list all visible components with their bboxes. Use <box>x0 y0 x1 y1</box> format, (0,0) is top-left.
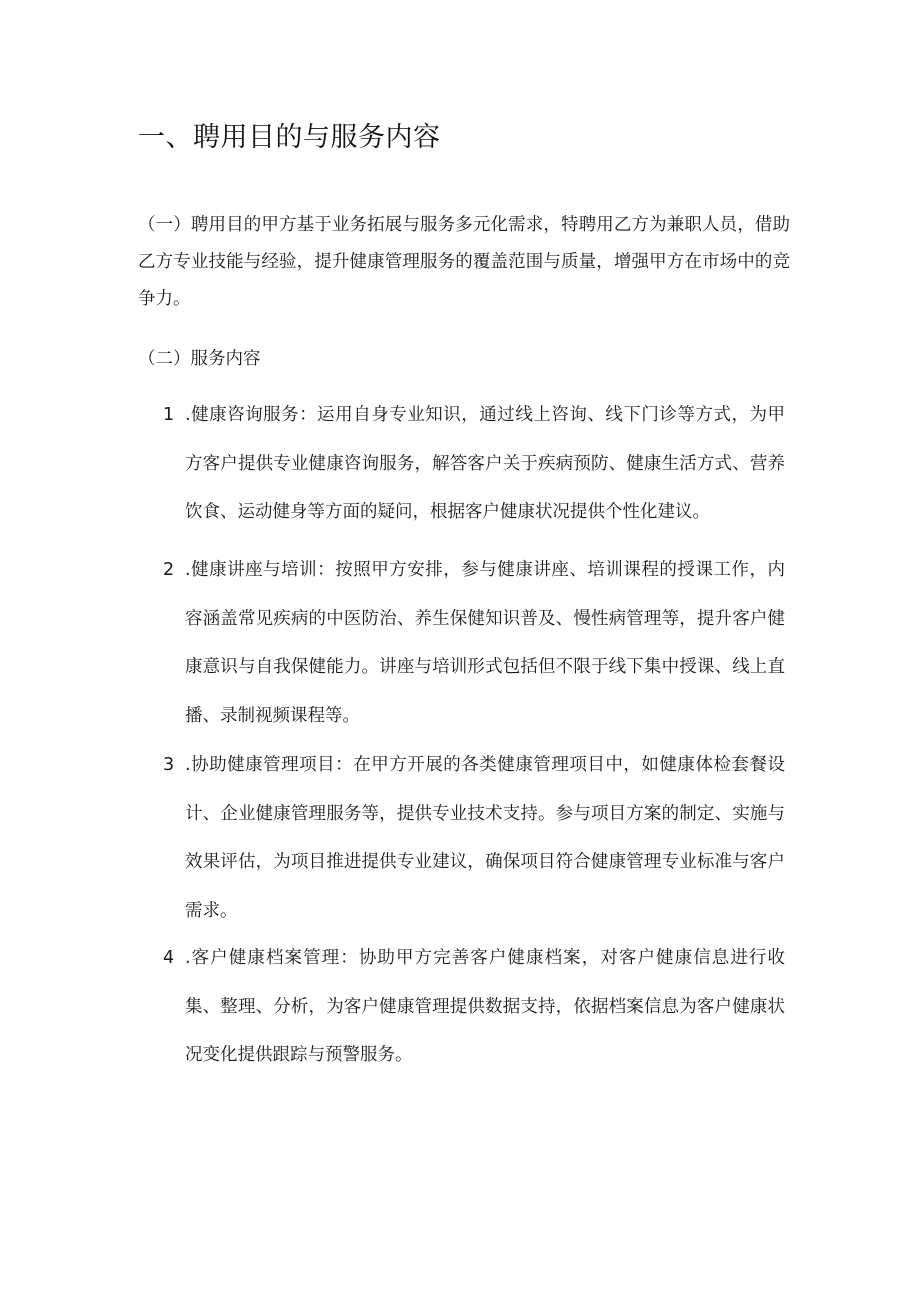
service-text: .协助健康管理项目：在甲方开展的各类健康管理项目中，如健康体检套餐设计、企业健康管理服务等，提供专业技术支持。参与项目方案的制定、实施与效果评估，为项目推进提供专业建议，确保项目符合健康管理专业标准与客户需求。 <box>185 755 785 921</box>
section-title: 一、聘用目的与服务内容 <box>138 122 441 153</box>
services-heading: （二）服务内容 <box>138 349 261 369</box>
service-number: 3 <box>163 755 175 775</box>
service-text: .健康讲座与培训：按照甲方安排，参与健康讲座、培训课程的授课工作，内容涵盖常见疾病的中医防治、养生保健知识普及、慢性病管理等，提升客户健康意识与自我保健能力。讲座与培训形式包括但不限于线下集中授课、线上直播、录制视频课程等。 <box>185 560 785 726</box>
service-number: 1 <box>163 405 175 425</box>
service-text: .健康咨询服务：运用自身专业知识，通过线上咨询、线下门诊等方式，为甲方客户提供专业健康咨询服务，解答客户关于疾病预防、健康生活方式、营养饮食、运动健身等方面的疑问，根据客户健康状况提供个性化建议。 <box>185 405 785 522</box>
service-number: 2 <box>163 560 175 580</box>
service-text: .客户健康档案管理：协助甲方完善客户健康档案，对客户健康信息进行收集、整理、分析，为客户健康管理提供数据支持，依据档案信息为客户健康状况变化提供跟踪与预警服务。 <box>185 948 785 1065</box>
service-number: 4 <box>163 948 175 968</box>
purpose-paragraph: （一）聘用目的甲方基于业务拓展与服务多元化需求，特聘用乙方为兼职人员，借助乙方专业技能与经验，提升健康管理服务的覆盖范围与质量，增强甲方在市场中的竞争力。 <box>138 215 790 309</box>
